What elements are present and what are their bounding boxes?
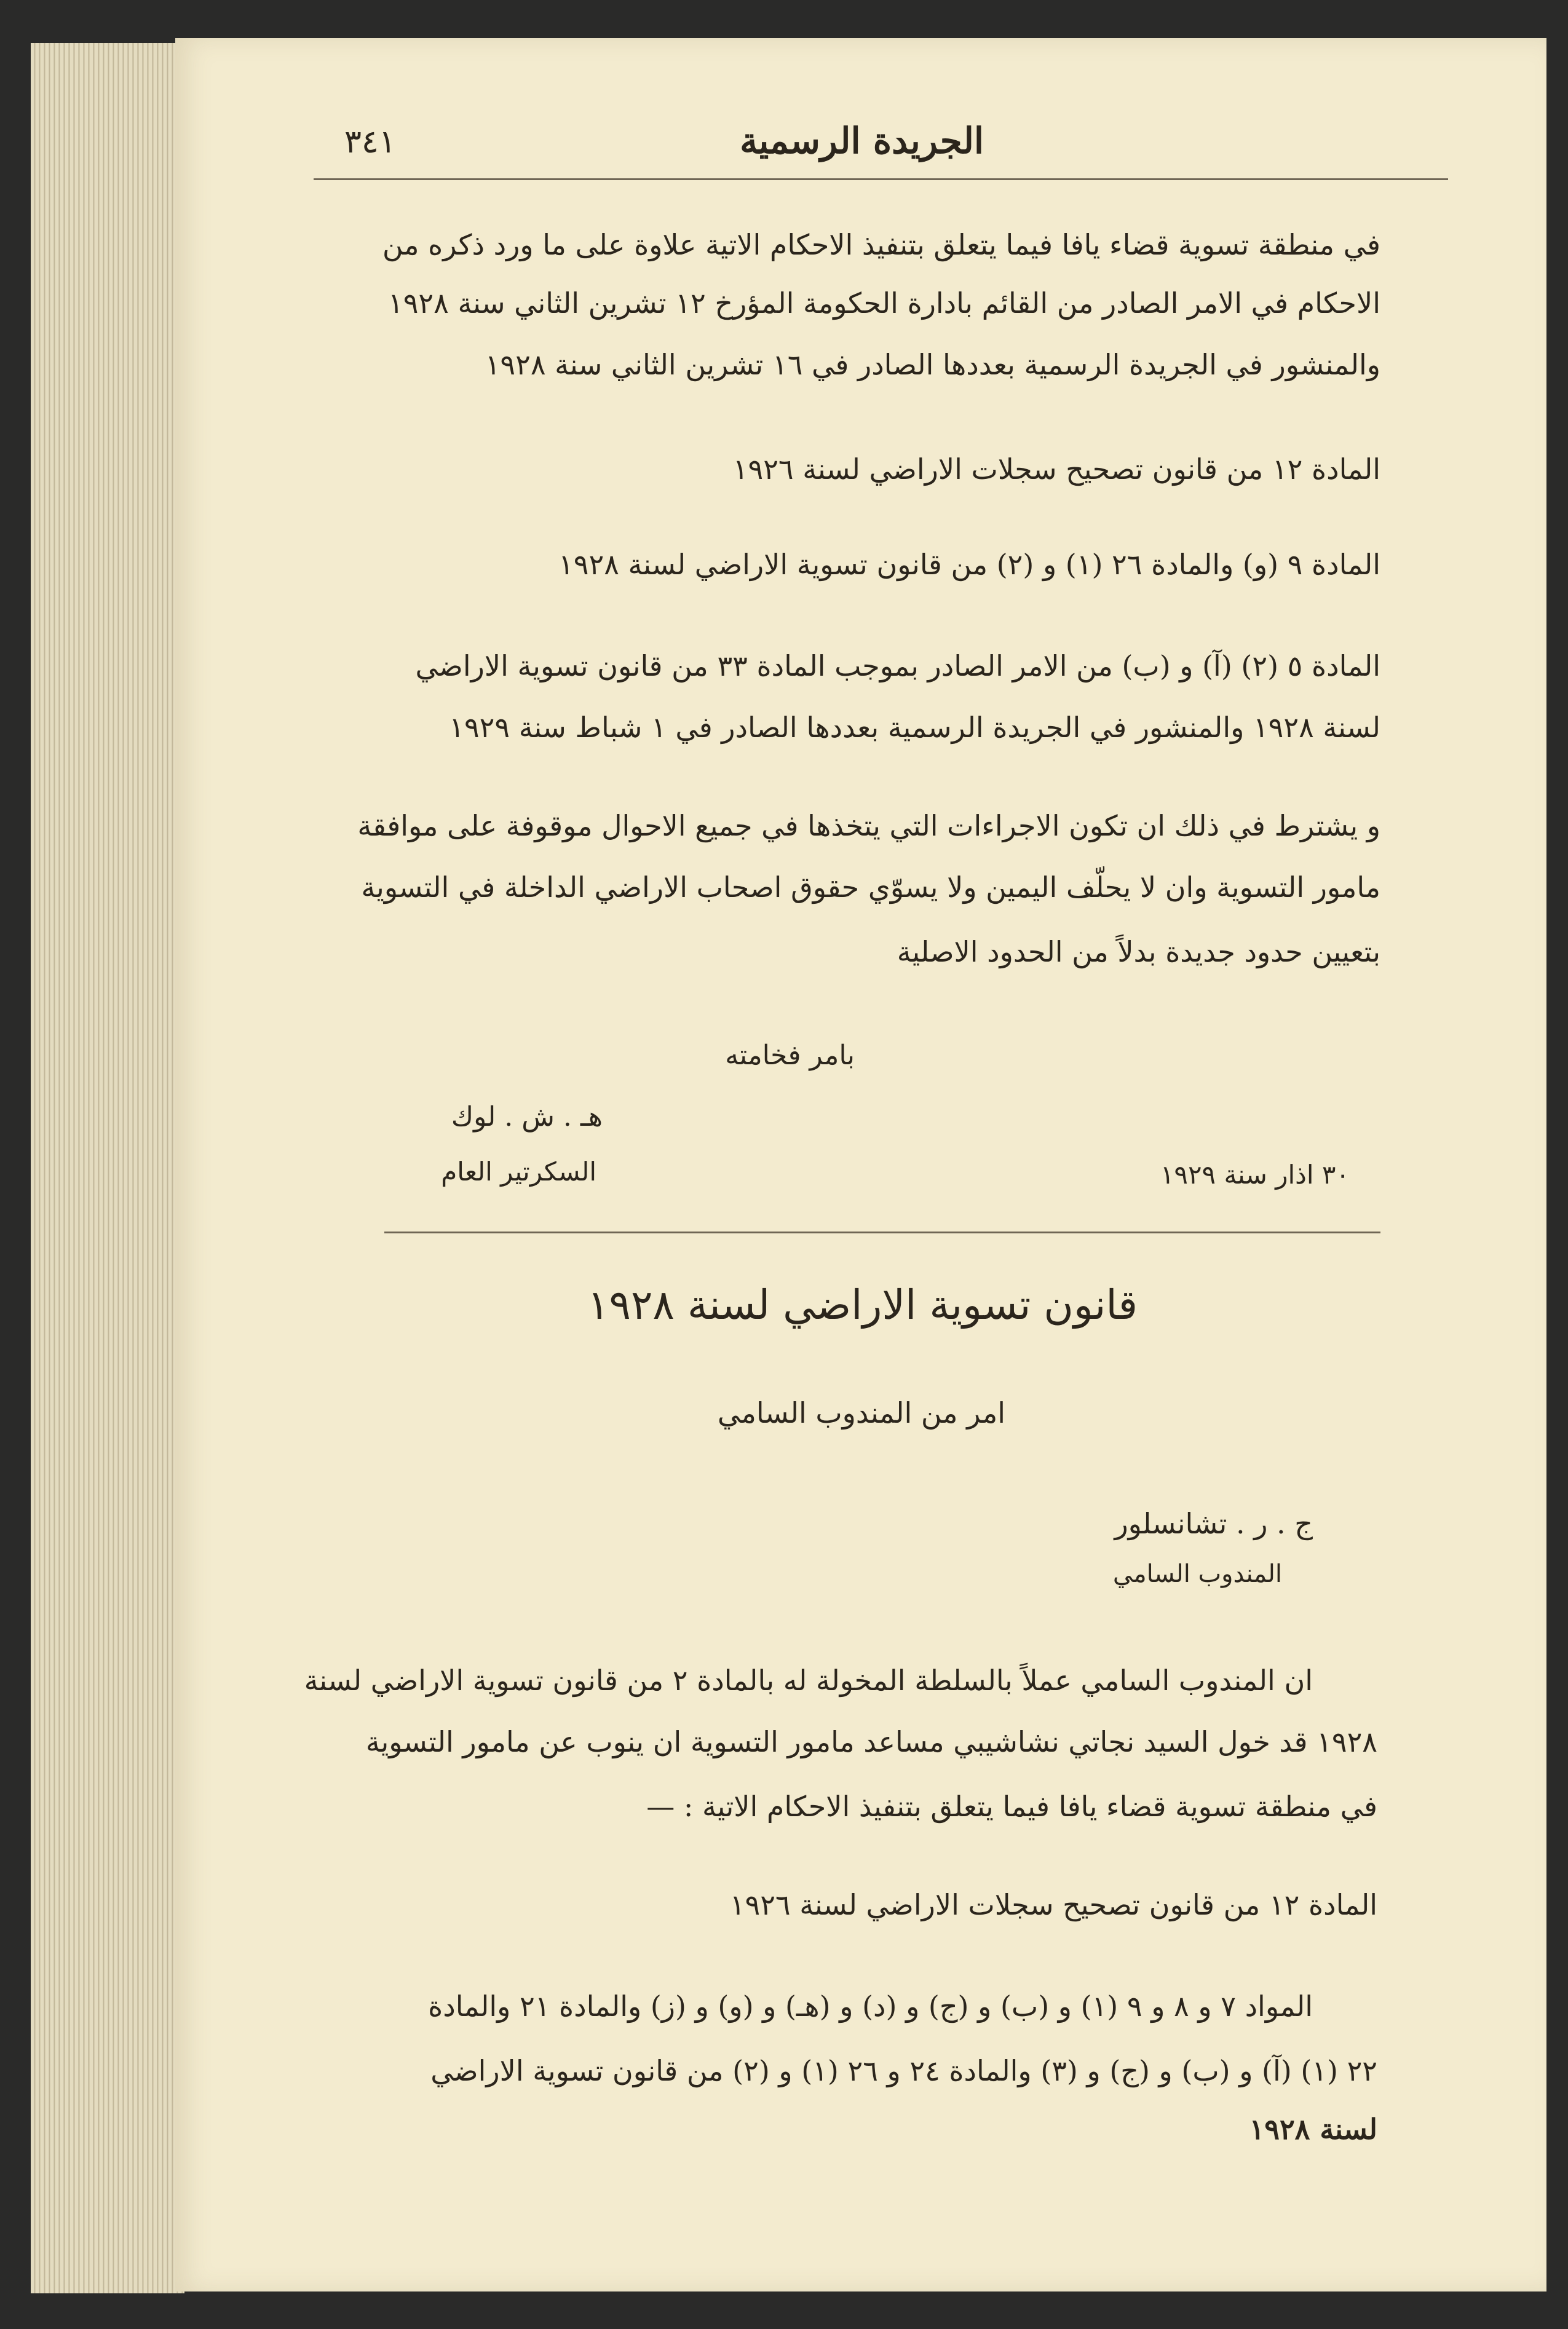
article-12-line: المادة ١٢ من قانون تصحيح سجلات الاراضي لسنة ١٩٢٦ [732,453,1380,486]
article-12-line-2: المادة ١٢ من قانون تصحيح سجلات الاراضي لسنة ١٩٢٦ [729,1888,1377,1921]
article-9-line: المادة ٩ (و) والمادة ٢٦ (١) و (٢) من قانون تسوية الاراضي لسنة ١٩٢٨ [558,548,1380,581]
book-page-edges [31,43,184,2293]
intro-line-2: الاحكام في الامر الصادر من القائم بادارة الحكومة المؤرخ ١٢ تشرين الثاني سنة ١٩٢٨ [388,287,1380,320]
condition-line-1: و يشترط في ذلك ان تكون الاجراءات التي يتخذها في جميع الاحوال موقوفة على موافقة [357,809,1380,842]
header-rule [314,178,1448,180]
signatory-name: هـ . ش . لوك [451,1101,603,1133]
commissioner-name: ج . ر . تشانسلور [1114,1507,1313,1540]
articles-line-2: ٢٢ (١) (آ) و (ب) و (ج) و (٣) والمادة ٢٤ و ٢٦ (١) و (٢) من قانون تسوية الاراضي [430,2054,1377,2087]
by-order-line: بامر فخامته [725,1040,855,1071]
article-5-line-2: لسنة ١٩٢٨ والمنشور في الجريدة الرسمية بعددها الصادر في ١ شباط سنة ١٩٢٩ [449,711,1380,744]
body-line-1: ان المندوب السامي عملاً بالسلطة المخولة له بالمادة ٢ من قانون تسوية الاراضي لسنة [304,1664,1313,1697]
condition-line-3: بتعيين حدود جديدة بدلاً من الحدود الاصلية [897,935,1380,968]
signature-date: ٣٠ اذار سنة ١٩٢٩ [1160,1160,1350,1190]
articles-line-1: المواد ٧ و ٨ و ٩ (١) و (ب) و (ج) و (د) و (هـ) و (و) و (ز) والمادة ٢١ والمادة [428,1990,1313,2023]
order-from-line: امر من المندوب السامي [717,1396,1005,1429]
article-5-line-1: المادة ٥ (٢) (آ) و (ب) من الامر الصادر بموجب المادة ٣٣ من قانون تسوية الاراضي [415,649,1380,682]
section-divider [384,1232,1380,1233]
page-number: ٣٤١ [344,124,396,160]
condition-line-2: مامور التسوية وان لا يحلّف اليمين ولا يسوّي حقوق اصحاب الاراضي الداخلة في التسوية [361,871,1380,904]
intro-line-1: في منطقة تسوية قضاء يافا فيما يتعلق بتنفيذ الاحكام الاتية علاوة على ما ورد ذكره من [382,228,1380,261]
commissioner-title: المندوب السامي [1112,1560,1282,1588]
signatory-title: السكرتير العام [441,1157,596,1187]
law-title: قانون تسوية الاراضي لسنة ١٩٢٨ [587,1281,1138,1329]
journal-title: الجريدة الرسمية [740,120,984,162]
articles-line-3: لسنة ١٩٢٨ [1249,2113,1377,2146]
intro-line-3: والمنشور في الجريدة الرسمية بعددها الصادر في ١٦ تشرين الثاني سنة ١٩٢٨ [485,348,1380,381]
body-line-2: ١٩٢٨ قد خول السيد نجاتي نشاشيبي مساعد مامور التسوية ان ينوب عن مامور التسوية [365,1725,1377,1758]
body-line-3: في منطقة تسوية قضاء يافا فيما يتعلق بتنفيذ الاحكام الاتية : — [646,1790,1377,1823]
